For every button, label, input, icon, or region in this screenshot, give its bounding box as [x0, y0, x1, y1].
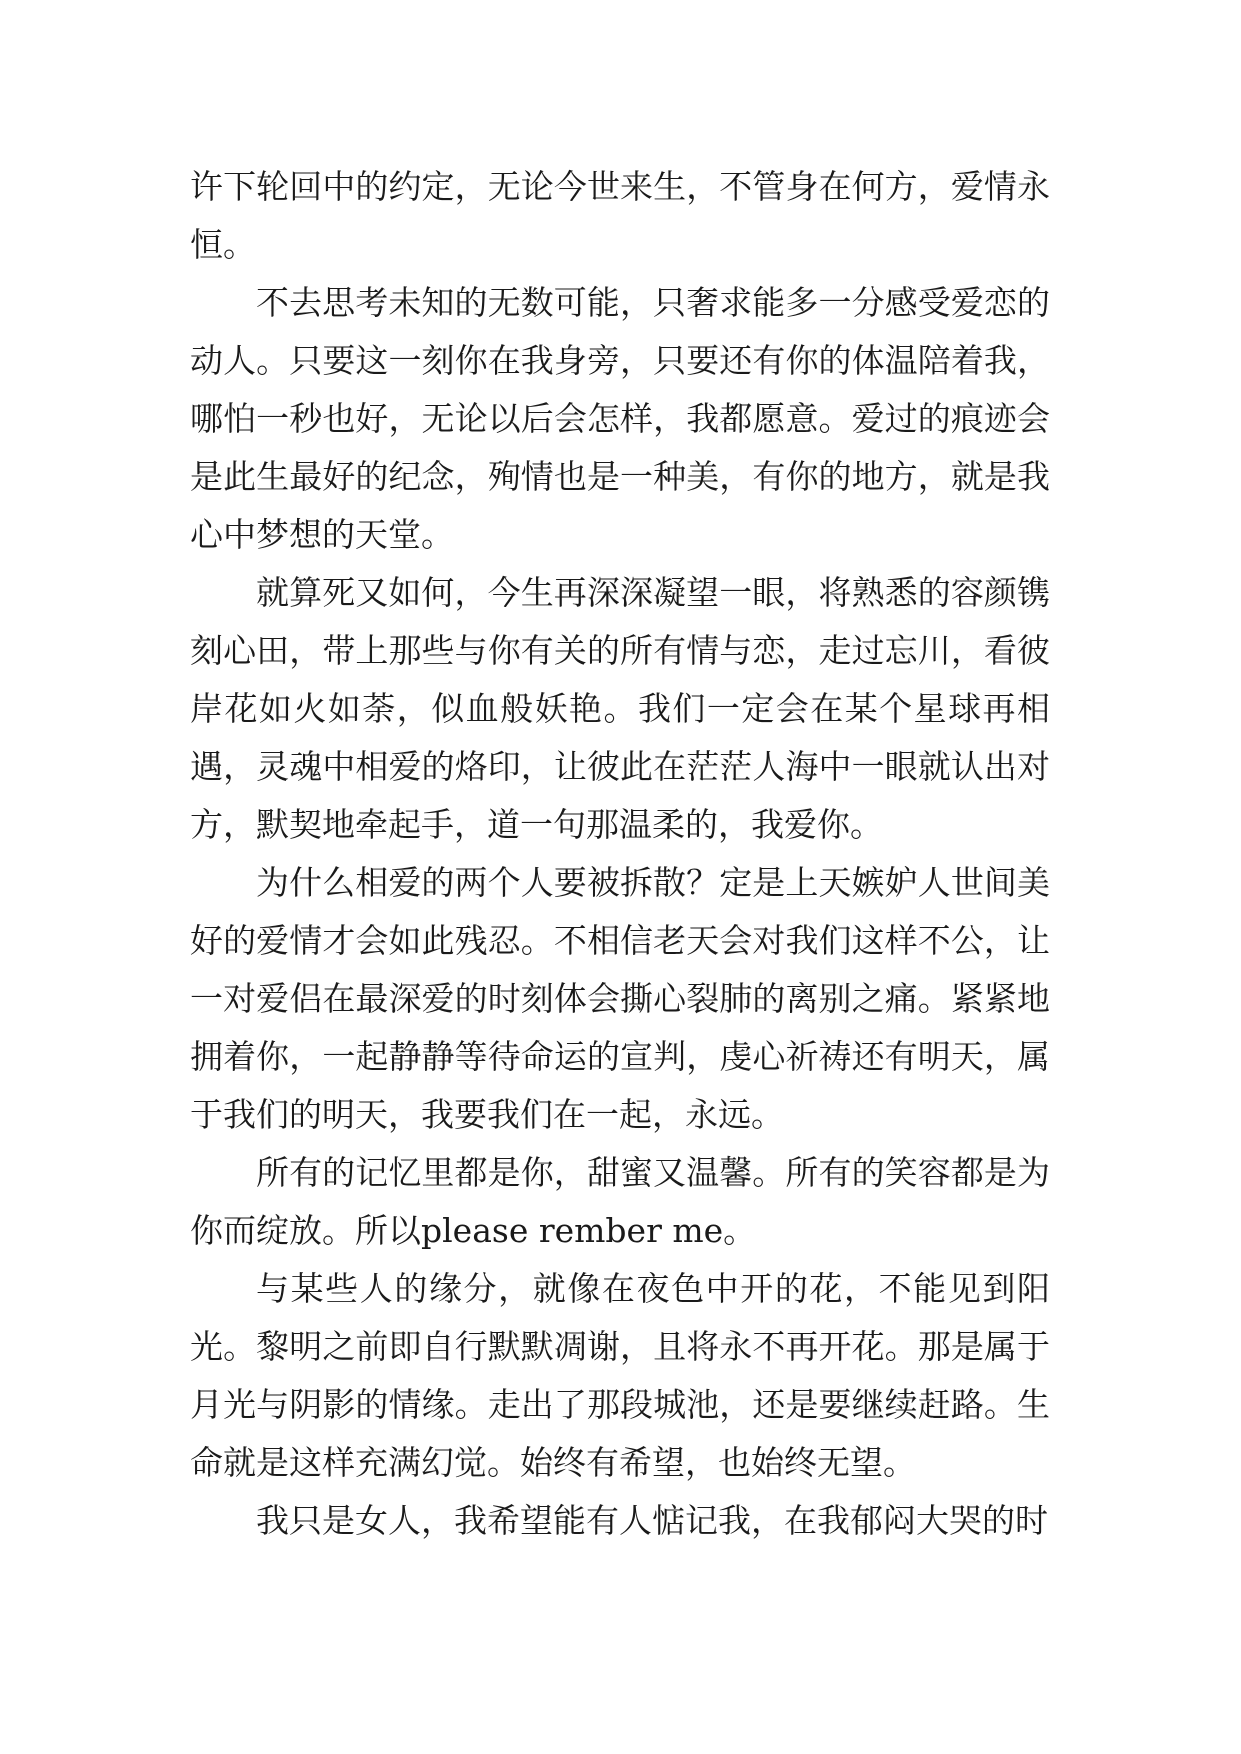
paragraph: 所有的记忆里都是你，甜蜜又温馨。所有的笑容都是为你而绽放。所以please rember me。: [190, 1153, 1050, 1250]
paragraph: 与某些人的缘分，就像在夜色中开的花，不能见到阳光。黎明之前即自行默默凋谢，且将永不再开花。那是属于月光与阴影的情缘。走出了那段城池，还是要继续赶路。生命就是这样充满幻觉。始终有希望，也始终无望。: [190, 1269, 1050, 1482]
paragraph: 就算死又如何，今生再深深凝望一眼，将熟悉的容颜镌刻心田，带上那些与你有关的所有情与恋，走过忘川，看彼岸花如火如荼，似血般妖艳。我们一定会在某个星球再相遇，灵魂中相爱的烙印，让彼此在茫茫人海中一眼就认出对方，默契地牵起手，道一句那温柔的，我爱你。: [190, 573, 1050, 844]
paragraph: 我只是女人，我希望能有人惦记我，在我郁闷大哭的时: [256, 1501, 1048, 1540]
paragraph: 为什么相爱的两个人要被拆散？定是上天嫉妒人世间美好的爱情才会如此残忍。不相信老天会对我们这样不公，让一对爱侣在最深爱的时刻体会撕心裂肺的离别之痛。紧紧地拥着你，一起静静等待命运的宣判，虔心祈祷还有明天，属于我们的明天，我要我们在一起，永远。: [190, 863, 1050, 1134]
paragraph-continuation: 许下轮回中的约定，无论今世来生，不管身在何方，爱情永恒。: [190, 167, 1050, 264]
document-body: [190, 158, 1050, 1550]
paragraph: 不去思考未知的无数可能，只奢求能多一分感受爱恋的动人。只要这一刻你在我身旁，只要还有你的体温陪着我，哪怕一秒也好，无论以后会怎样，我都愿意。爱过的痕迹会是此生最好的纪念，殉情也是一种美，有你的地方，就是我心中梦想的天堂。: [190, 283, 1050, 554]
